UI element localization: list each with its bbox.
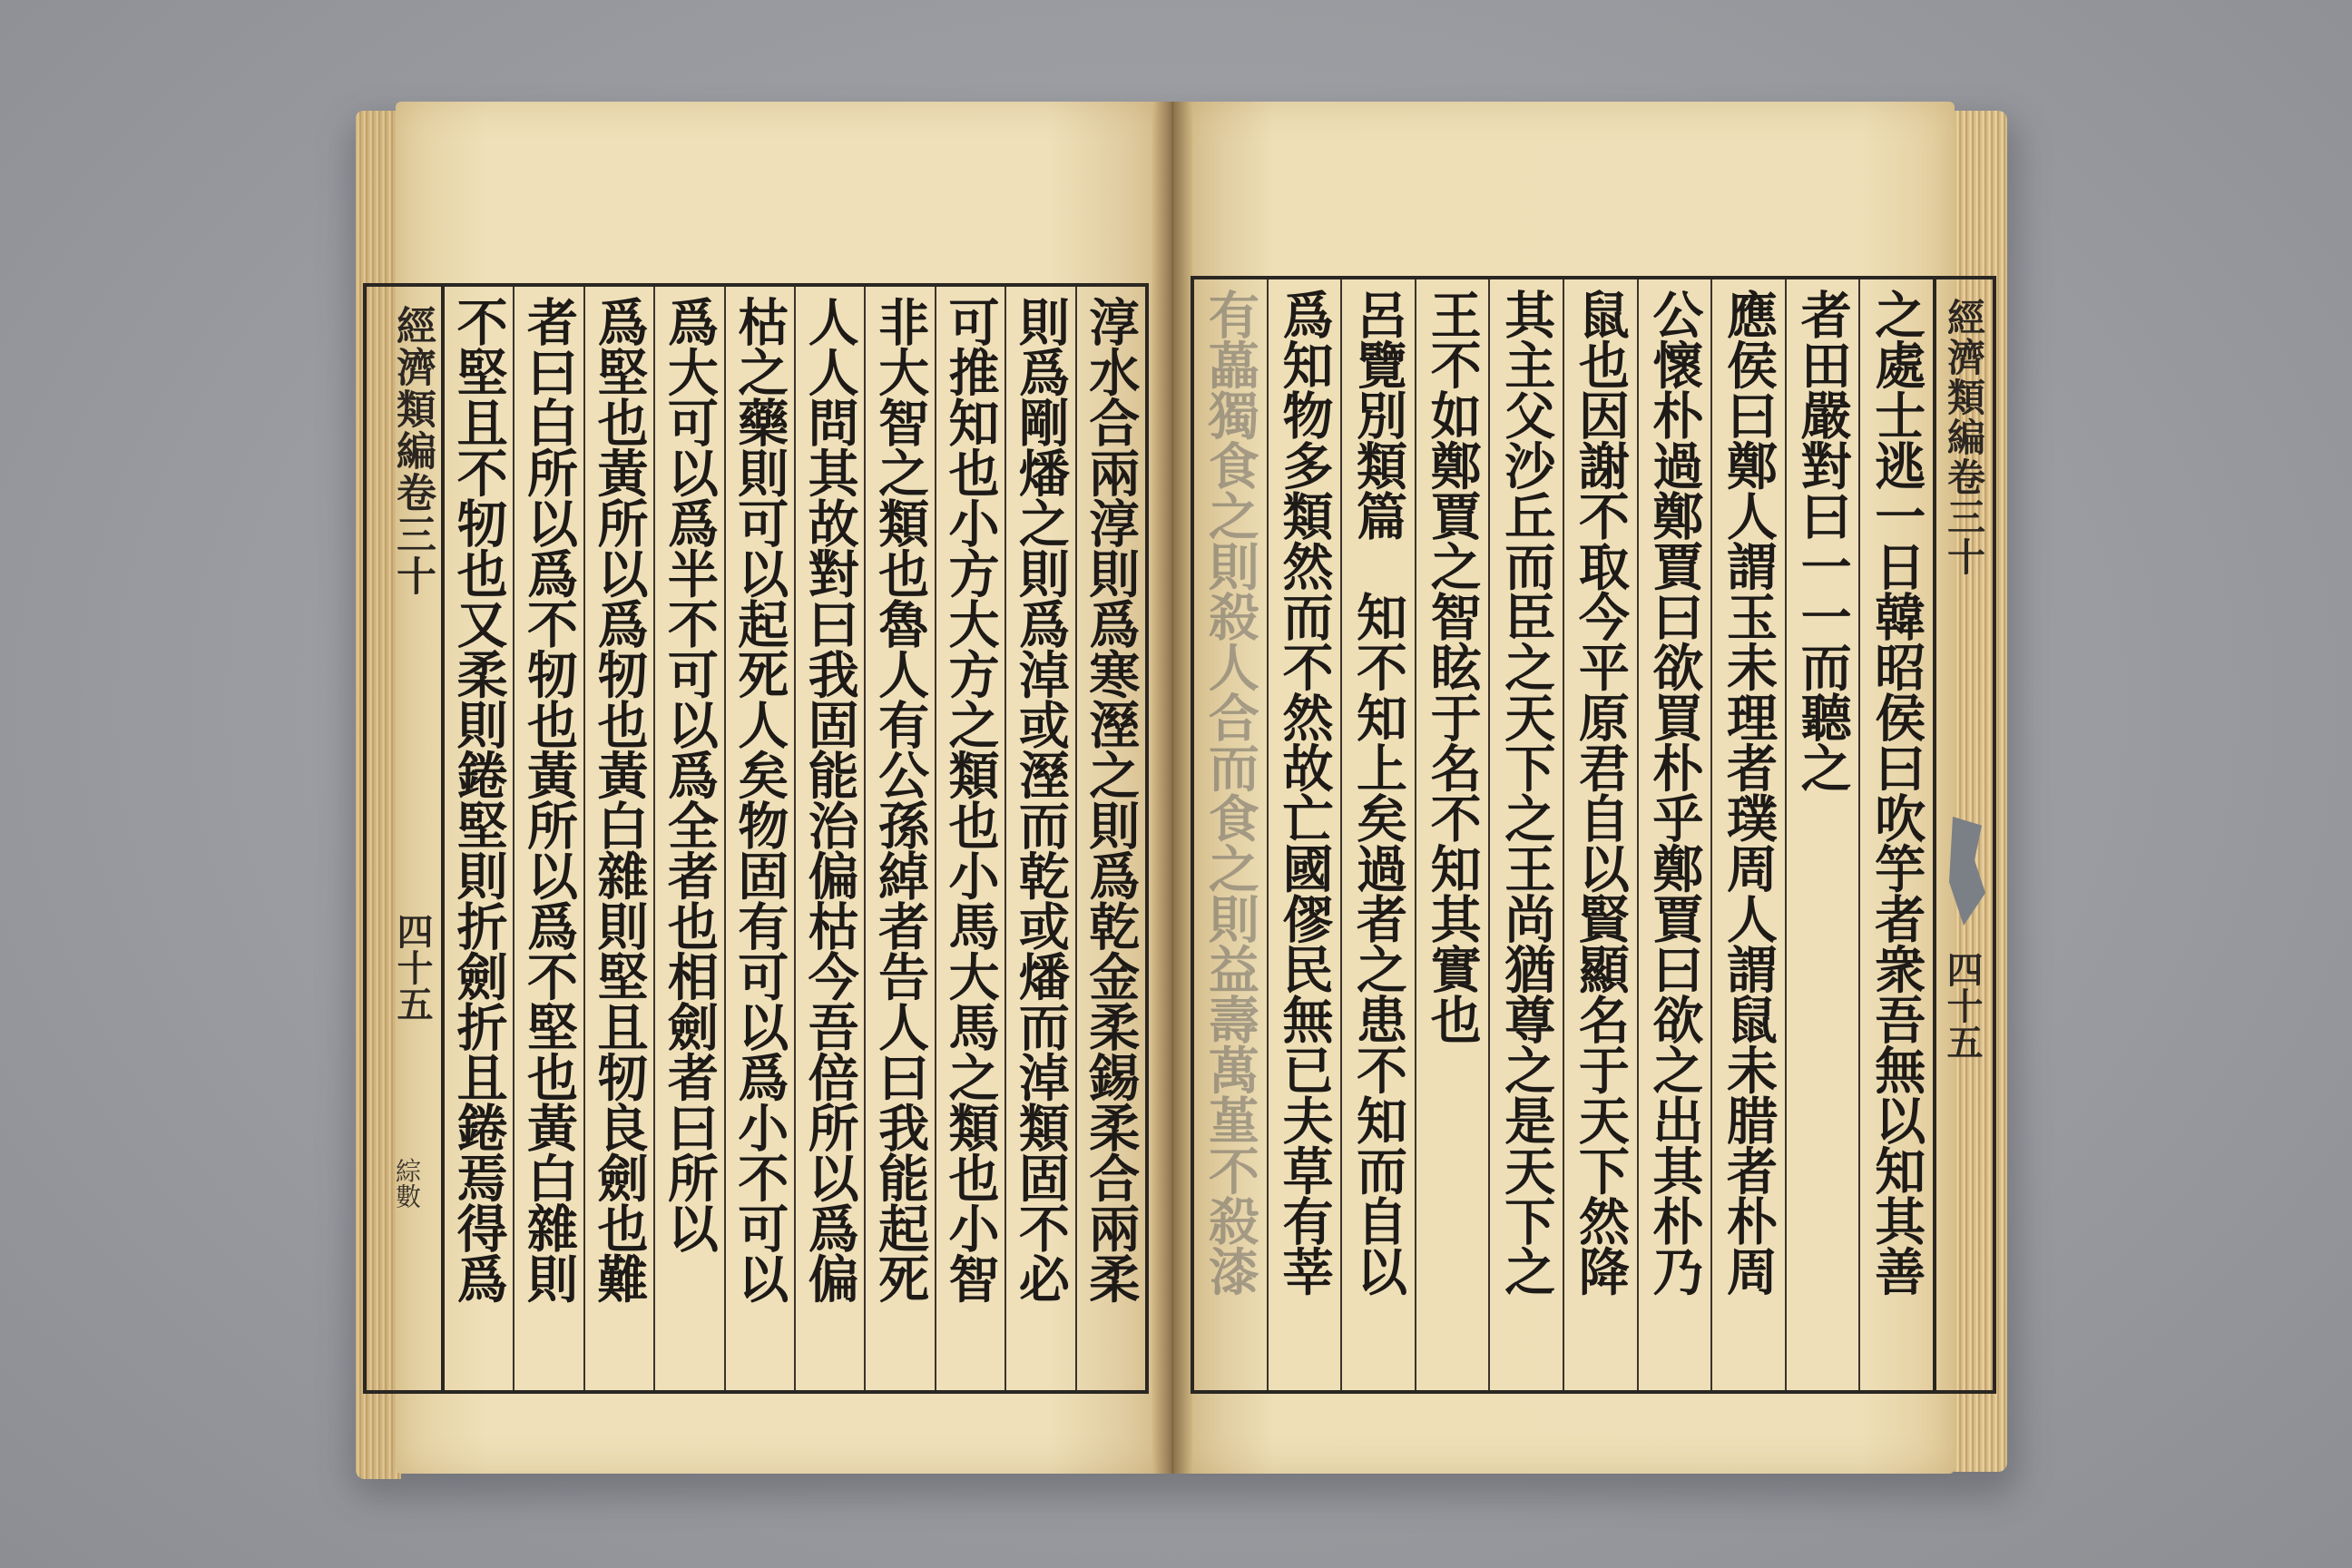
column-text: 不堅且不牣也又柔則錈堅則折劍折且錈焉得爲 — [448, 296, 509, 1303]
column-text: 可推知也小方大方之類也小馬大馬之類也小智 — [940, 296, 1001, 1303]
text-column — [1267, 279, 1341, 1390]
text-column — [653, 287, 723, 1390]
column-text: 者曰白所以爲不牣也黃所以爲不堅也黃白雜則 — [519, 296, 580, 1303]
text-column — [794, 287, 864, 1390]
text-column — [935, 287, 1004, 1390]
column-text: 應侯曰鄭人謂玉未理者璞周人謂鼠未腊者朴周 — [1719, 289, 1779, 1296]
text-column — [1637, 279, 1711, 1390]
text-column — [1004, 287, 1074, 1390]
text-column — [1194, 279, 1267, 1390]
left-text-block — [441, 283, 1149, 1394]
column-text: 枯之藥則可以起死人矣物固有可以爲小不可以 — [730, 296, 790, 1303]
text-column — [1858, 279, 1933, 1390]
text-column — [724, 287, 794, 1390]
column-text: 非大智之類也魯人有公孫綽者告人曰我能起死 — [870, 296, 931, 1303]
left-margin-column — [363, 283, 445, 1394]
column-text: 之處士逃一日韓昭侯曰吹竽者衆吾無以知其善 — [1867, 289, 1927, 1296]
text-column — [1488, 279, 1563, 1390]
text-column — [1563, 279, 1637, 1390]
text-column — [1415, 279, 1489, 1390]
column-text: 公懷朴過鄭賈曰欲買朴乎鄭賈曰欲之出其朴乃 — [1644, 289, 1705, 1296]
text-column — [513, 287, 583, 1390]
left-margin-title: 經濟類編卷三十 — [389, 305, 436, 597]
column-text: 王不如鄭賈之智眩于名不知其實也 — [1422, 289, 1483, 1044]
left-text-columns — [445, 287, 1145, 1390]
text-column — [583, 287, 653, 1390]
column-text: 爲堅也黃所以爲牣也黃白雜則堅且牣良劍也難 — [589, 296, 650, 1303]
column-text: 淳水合兩淳則爲寒溼之則爲乾金柔錫柔合兩柔 — [1081, 296, 1142, 1303]
right-text-block — [1191, 276, 1936, 1394]
column-text: 人人問其故對曰我固能治偏枯今吾倍所以爲偏 — [799, 296, 860, 1303]
column-text: 者田嚴對曰一一而聽之 — [1792, 289, 1853, 792]
column-text: 其主父沙丘而臣之天下之王尚猶尊之是天下之 — [1496, 289, 1557, 1296]
column-text: 則爲剛燔之則爲淖或溼而乾或燔而淖類固不必 — [1010, 296, 1071, 1303]
right-margin-title: 經濟類編卷三十 — [1942, 298, 1986, 577]
text-column — [445, 287, 513, 1390]
column-text: 鼠也因謝不取今平原君自以賢顯名于天下然降 — [1570, 289, 1631, 1296]
left-margin-carver: 綜數 — [392, 1158, 422, 1209]
column-text: 爲大可以爲半不可以爲全者也相劍者曰所以 — [659, 296, 720, 1253]
text-column — [1075, 287, 1145, 1390]
text-column — [1340, 279, 1415, 1390]
text-column — [1785, 279, 1859, 1390]
right-text-columns — [1194, 279, 1933, 1390]
column-text: 呂覽別類篇 知不知上矣過者之患不知而自以 — [1348, 289, 1409, 1296]
book-gutter — [1152, 102, 1192, 1474]
right-margin-page-number: 四十五 — [1941, 951, 1984, 1060]
text-column — [1710, 279, 1785, 1390]
left-margin-page-number: 四十五 — [391, 913, 434, 1022]
column-text: 爲知物多類然而不然故亡國僇民無已夫草有莘 — [1274, 289, 1335, 1296]
column-text: 有藟獨食之則殺人合而食之則益壽萬堇不殺漆 — [1200, 289, 1260, 1296]
text-column — [864, 287, 934, 1390]
